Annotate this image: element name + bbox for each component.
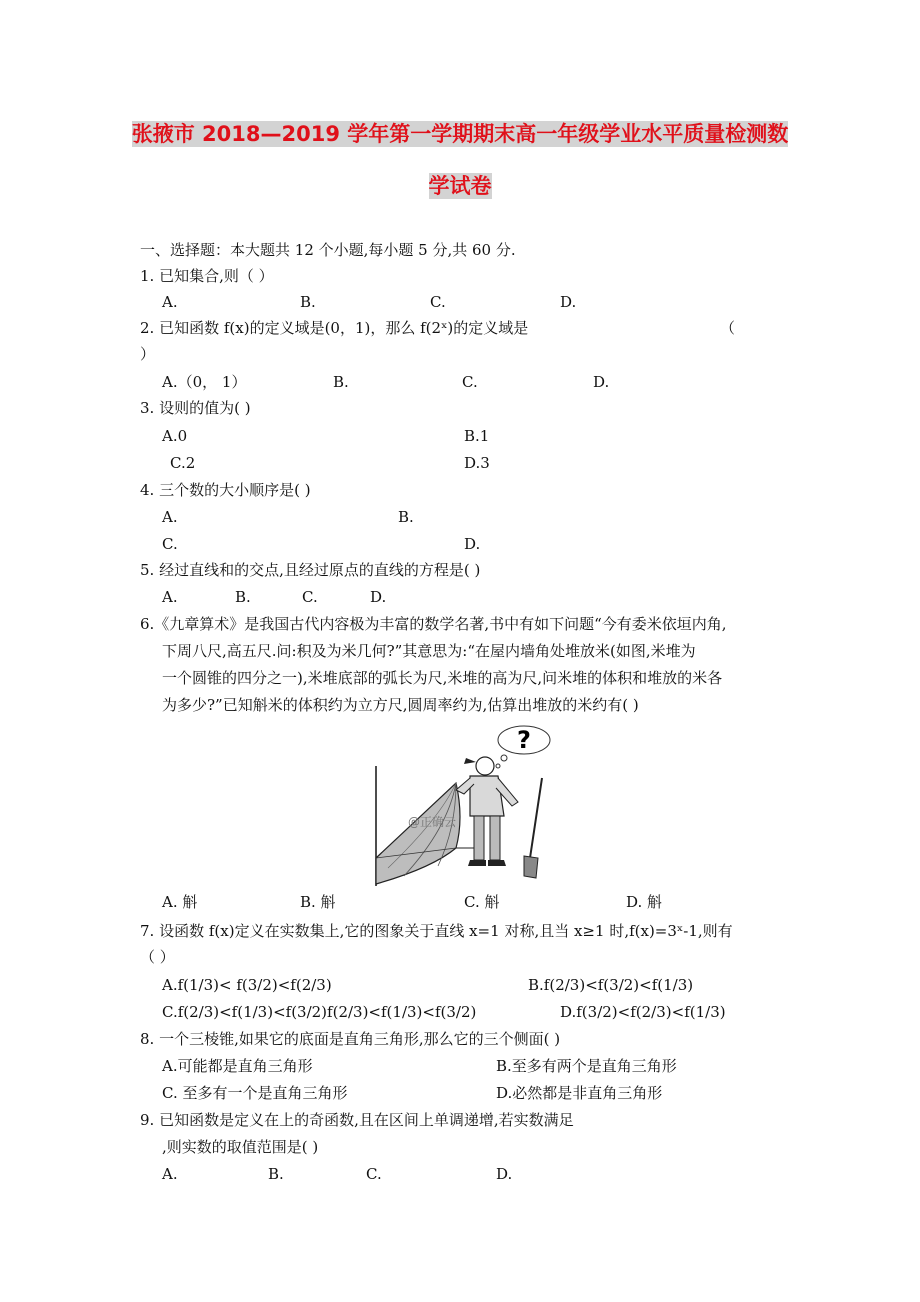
question-3-stem: 3. 设则的值为( ) [140, 399, 251, 417]
q5-option-a: A. [162, 588, 178, 606]
q8-option-a: A.可能都是直角三角形 [162, 1057, 313, 1075]
q6-option-b: B. 斛 [300, 893, 336, 911]
question-6-line-1: 6.《九章算术》是我国古代内容极为丰富的数学名著,书中有如下问题“今有委米依垣内角, [140, 615, 727, 633]
q4-option-c: C. [162, 535, 178, 553]
question-9-line-1: 9. 已知函数是定义在上的奇函数,且在区间上单调递增,若实数满足 [140, 1111, 574, 1129]
question-mark: ? [517, 726, 531, 754]
question-2-stem: 2. 已知函数 f(x)的定义域是(0，1)，那么 f(2ˣ)的定义域是 [140, 319, 529, 337]
q3-option-b: B.1 [464, 427, 490, 445]
q2-option-a: A.（0， 1） [162, 373, 247, 391]
q5-option-c: C. [302, 588, 318, 606]
page-title: 张掖市 2018—2019 学年第一学期期末高一年级学业水平质量检测数 [131, 122, 789, 146]
q3-option-a: A.0 [162, 427, 188, 445]
question-6-line-4: 为多少?”已知斛米的体积约为立方尺,圆周率约为,估算出堆放的米约有( ) [162, 696, 639, 714]
q2-paren-close: ） [140, 345, 156, 363]
q1-option-a: A. [162, 293, 178, 311]
q5-option-d: D. [370, 588, 387, 606]
q4-option-d: D. [464, 535, 481, 553]
q7-option-a: A.f(1/3)< f(3/2)<f(2/3) [162, 976, 332, 994]
q8-option-d: D.必然都是非直角三角形 [496, 1084, 663, 1102]
q2-paren-open: （ [720, 319, 736, 337]
q6-option-a: A. 斛 [162, 893, 198, 911]
q1-option-d: D. [560, 293, 577, 311]
q7-option-d: D.f(3/2)<f(2/3)<f(1/3) [560, 1003, 726, 1021]
q7-option-c: C.f(2/3)<f(1/3)<f(3/2)f(2/3)<f(1/3)<f(3/2) [162, 1003, 477, 1021]
q7-option-b: B.f(2/3)<f(3/2)<f(1/3) [528, 976, 694, 994]
question-8-stem: 8. 一个三棱锥,如果它的底面是直角三角形,那么它的三个侧面( ) [140, 1030, 561, 1048]
q2-option-c: C. [462, 373, 478, 391]
q3-option-c: C.2 [170, 454, 196, 472]
question-1-stem: 1. 已知集合,则（ ） [140, 267, 274, 285]
q1-option-b: B. [300, 293, 316, 311]
q1-option-c: C. [430, 293, 446, 311]
page-title-line2: 学试卷 [428, 174, 492, 198]
question-5-stem: 5. 经过直线和的交点,且经过原点的直线的方程是( ) [140, 561, 481, 579]
section-heading: 一、选择题：本大题共 12 个小题,每小题 5 分,共 60 分. [140, 241, 516, 259]
q9-option-b: B. [268, 1165, 284, 1183]
question-7-line-1: 7. 设函数 f(x)定义在实数集上,它的图象关于直线 x=1 对称,且当 x≥1 时,f(x)=3ˣ-1,则有 [140, 922, 733, 940]
q5-option-b: B. [235, 588, 251, 606]
q9-option-a: A. [162, 1165, 178, 1183]
q8-option-b: B.至多有两个是直角三角形 [496, 1057, 677, 1075]
question-9-line-2: ,则实数的取值范围是( ) [162, 1138, 319, 1156]
question-4-stem: 4. 三个数的大小顺序是( ) [140, 481, 311, 499]
question-6-line-3: 一个圆锥的四分之一),米堆底部的弧长为尺,米堆的高为尺,问米堆的体积和堆放的米各 [162, 669, 723, 687]
rice-pile-figure [352, 718, 562, 888]
question-6-line-2: 下周八尺,高五尺.问:积及为米几何?”其意思为:“在屋内墙角处堆放米(如图,米堆为 [162, 642, 696, 660]
q2-option-b: B. [333, 373, 349, 391]
q2-option-d: D. [593, 373, 610, 391]
q6-option-c: C. 斛 [464, 893, 500, 911]
q6-option-d: D. 斛 [626, 893, 663, 911]
watermark-text: @正确云 [408, 815, 457, 829]
q3-option-d: D.3 [464, 454, 490, 472]
q4-option-b: B. [398, 508, 414, 526]
q8-option-c: C. 至多有一个是直角三角形 [162, 1084, 348, 1102]
q9-option-d: D. [496, 1165, 513, 1183]
q9-option-c: C. [366, 1165, 382, 1183]
question-7-line-2: （ ） [140, 948, 175, 966]
q4-option-a: A. [162, 508, 178, 526]
